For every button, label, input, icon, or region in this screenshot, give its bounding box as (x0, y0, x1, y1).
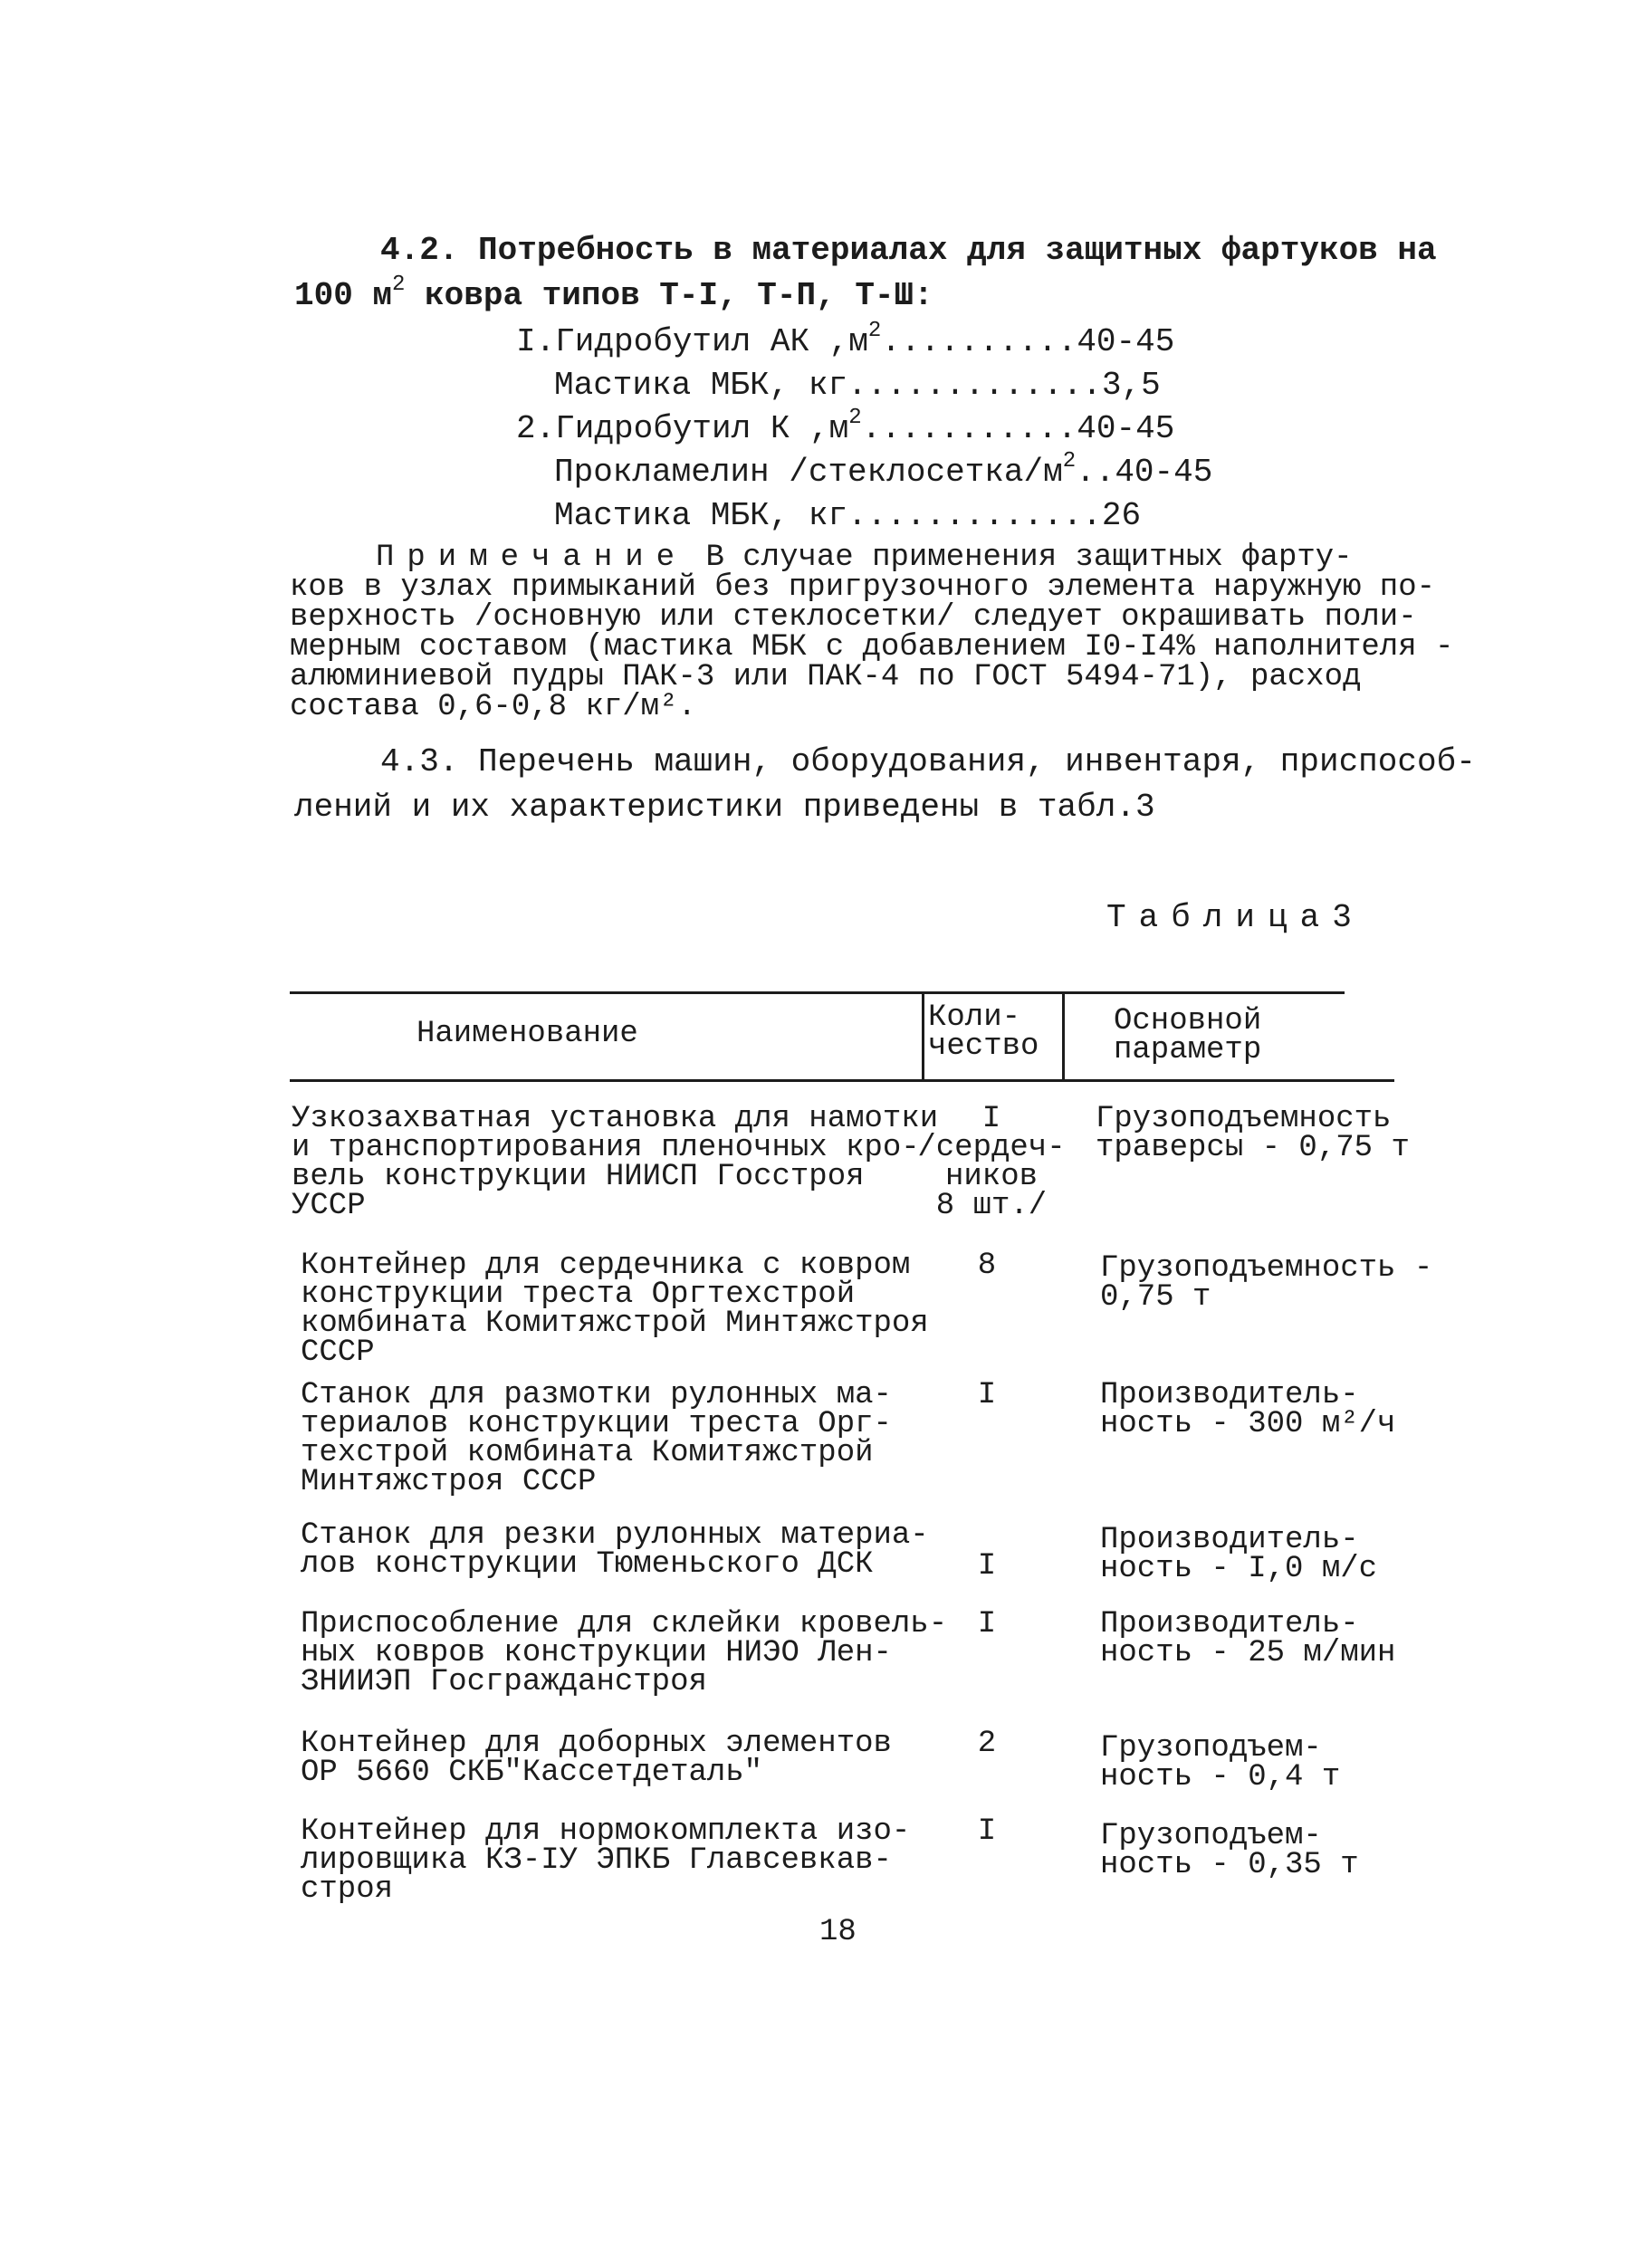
table-row-6-name: Контейнер для доборных элементов ОР 5660 СКБ"Кассетдеталь" (301, 1727, 892, 1790)
page-number: 18 (819, 1915, 857, 1949)
table-row-4-name: Станок для резки рулонных материа- лов конструкции Тюменьского ДСК (301, 1518, 929, 1582)
note-line-6: состава 0,6-0,8 кг/м². (290, 690, 696, 724)
table-header-rule (290, 1079, 1394, 1082)
table-row-6-qty: 2 (977, 1727, 997, 1761)
item-text: Мастика МБК, кг.............26 (554, 497, 1142, 534)
note-line-3: верхность /основную или стеклосетки/ следует окрашивать поли- (290, 600, 1417, 635)
table-row-7-qty: I (977, 1814, 997, 1849)
section-4-2-line1 (380, 231, 1437, 271)
item-text: I.Гидробутил АК ,м (516, 323, 868, 360)
item-text: Мастика МБК, кг.............3,5 (554, 367, 1161, 404)
header-name: Наименование (416, 1017, 638, 1051)
material-item-5 (554, 496, 1141, 536)
section-4-2-text: 4.2. Потребность в материалах для защитных фартуков на (380, 232, 1437, 269)
item-text: ..........40-45 (881, 323, 1175, 360)
table-row-3-name: Станок для размотки рулонных ма- териалов конструкции треста Орг- техстрой комбината Комитяжстрой Минтяжстроя СССР (301, 1378, 892, 1499)
table-row-3-qty: I (977, 1378, 997, 1412)
table-col-divider-2 (1062, 991, 1065, 1082)
table-top-rule (290, 991, 1345, 994)
note-line-2: ков в узлах примыканий без пригрузочного элемента наружную по- (290, 570, 1436, 605)
section-4-2-line2 (294, 273, 933, 316)
table-caption: Таблица3 (1106, 899, 1364, 936)
item-sup: 2 (867, 319, 882, 343)
table-row-5-name: Приспособление для склейки кровель- ных ковров конструкции НИЭО Лен- ЗНИИЭП Госгражданстроя (301, 1607, 948, 1699)
item-text: ..40-45 (1076, 454, 1213, 491)
item-text: ...........40-45 (861, 410, 1175, 447)
table-row-1-name: Узкозахватная установка для намотки и транспортирования пленочных кро- вель конструкции НИИСП Госстроя УССР (292, 1102, 939, 1223)
material-item-3 (516, 406, 1175, 449)
material-item-2 (554, 366, 1161, 406)
item-text: Прокламелин /стеклосетка/м (554, 454, 1063, 491)
table-row-2-param: Грузоподъемность - 0,75 т (1100, 1251, 1433, 1315)
table-row-2-name: Контейнер для сердечника с ковром конструкции треста Оргтехстрой комбината Комитяжстрой Минтяжстроя СССР (301, 1249, 929, 1370)
material-item-1 (516, 319, 1175, 362)
table-row-3-param: Производитель- ность - 300 м²/ч (1100, 1378, 1396, 1441)
note-line-1 (376, 541, 1353, 575)
material-item-4 (554, 449, 1213, 493)
table-row-7-param: Грузоподъем- ность - 0,35 т (1100, 1819, 1359, 1882)
item-sup: 2 (848, 406, 862, 430)
section-4-3-line1: 4.3. Перечень машин, оборудования, инвентаря, приспособ- (380, 743, 1476, 780)
header-qty: Коли- чество (928, 1000, 1039, 1064)
table-row-7-name: Контейнер для нормокомплекта изо- лировщика КЗ-IУ ЭПКБ Главсевкав- строя (301, 1814, 911, 1907)
table-col-divider-1 (922, 991, 924, 1082)
line2-pre: 100 м (294, 277, 393, 314)
table-row-5-param: Производитель- ность - 25 м/мин (1100, 1607, 1396, 1670)
line2-sup: 2 (392, 273, 406, 297)
table-row-4-param: Производитель- ность - I,0 м/с (1100, 1523, 1378, 1586)
table-row-1-param: Грузоподъемность траверсы - 0,75 т (1096, 1102, 1410, 1165)
note-line-5: алюминиевой пудры ПАК-3 или ПАК-4 по ГОСТ 5494-71), расход (290, 660, 1362, 694)
item-sup: 2 (1062, 449, 1077, 474)
section-4-3-line2: лений и их характеристики приведены в табл.3 (294, 789, 1155, 826)
item-text: 2.Гидробутил К ,м (516, 410, 849, 447)
table-row-4-qty: I (977, 1549, 997, 1584)
note-label: Примечание (376, 541, 688, 575)
table-row-5-qty: I (977, 1607, 997, 1641)
table-row-6-param: Грузоподъем- ность - 0,4 т (1100, 1731, 1341, 1794)
header-param: Основной параметр (1114, 1004, 1262, 1067)
note-line-4: мерным составом (мастика МБК с добавлением I0-I4% наполнителя - (290, 630, 1454, 665)
line2-post: ковра типов Т-I, Т-П, Т-Ш: (405, 277, 933, 314)
table-row-1-qty: I /сердеч- ников 8 шт./ (917, 1102, 1066, 1223)
note-text: В случае применения защитных фарту- (705, 541, 1353, 575)
table-row-2-qty: 8 (977, 1249, 997, 1283)
